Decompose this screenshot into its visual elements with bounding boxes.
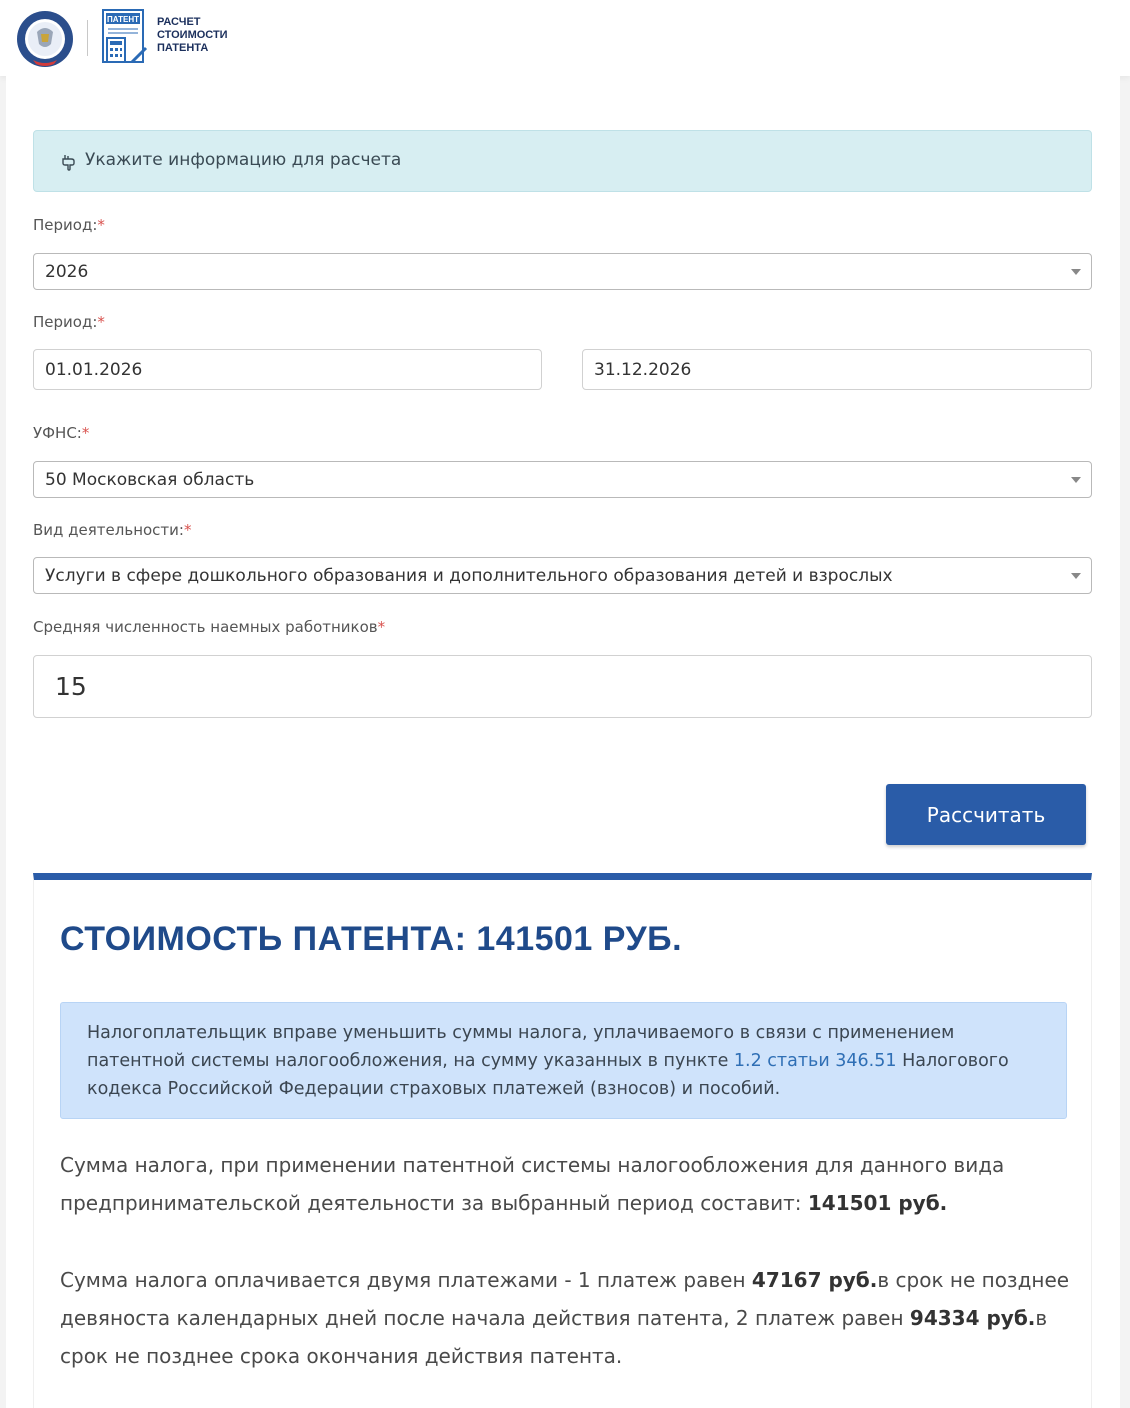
tax-code-link[interactable]: 1.2 статьи 346.51 (733, 1051, 897, 1071)
payment-2-value: 94334 руб. (909, 1306, 1036, 1330)
payment-schedule-paragraph: Сумма налога оплачивается двумя платежами - 1 платеж равен 47167 руб.в срок не позднее девяноста календарных дней после начала действия патента, 2 платеж равен 94334 руб.в срок не позднее срока окончания действия патента. (60, 1268, 1070, 1368)
svg-text:ПАТЕНТ: ПАТЕНТ (106, 15, 140, 24)
date-to-input[interactable]: 31.12.2026 (582, 349, 1092, 390)
chevron-down-icon (1071, 477, 1081, 483)
site-header (0, 0, 1130, 76)
tax-sum-paragraph: Сумма налога, при применении патентной системы налогообложения для данного вида предпринимательской деятельности за выбранный период составит: 141501 руб. (60, 1153, 1005, 1215)
instruction-banner (33, 130, 1092, 192)
chevron-down-icon (1071, 573, 1081, 579)
header-divider (87, 20, 88, 56)
period-year-label: Период:* (33, 216, 105, 234)
patent-cost-title: СТОИМОСТЬ ПАТЕНТА: 141501 РУБ. (60, 920, 683, 958)
chevron-down-icon (1071, 269, 1081, 275)
workers-label: Средняя численность наемных работников* (33, 618, 386, 636)
calculate-button[interactable]: Рассчитать (886, 784, 1086, 845)
period-year-select[interactable]: 2026 (33, 253, 1092, 290)
ufns-select[interactable]: 50 Московская область (33, 461, 1092, 498)
activity-select[interactable]: Услуги в сфере дошкольного образования и дополнительного образования детей и взрослых (33, 557, 1092, 594)
result-card (33, 873, 1092, 1408)
instruction-text: Укажите информацию для расчета (85, 150, 402, 170)
tax-sum-value: 141501 руб. (807, 1191, 948, 1215)
hand-pointer-icon (60, 153, 78, 171)
payment-1-value: 47167 руб. (751, 1268, 878, 1292)
logo-title: РАСЧЕТ СТОИМОСТИ ПАТЕНТА (157, 16, 228, 54)
date-from-input[interactable]: 01.01.2026 (33, 349, 542, 390)
workers-count-input[interactable]: 15 (33, 655, 1092, 718)
tax-reduction-note: Налогоплательщик вправе уменьшить суммы налога, уплачиваемого в связи с применением патентной системы налогообложения, на сумму указанных в пункте 1.2 статьи 346.51 Налогового кодекса Российской Федерации страховых платежей (взносов) и пособий. (60, 1002, 1067, 1119)
ufns-label: УФНС:* (33, 424, 90, 442)
period-range-label: Период:* (33, 313, 105, 331)
activity-label: Вид деятельности:* (33, 521, 192, 539)
fns-emblem-icon[interactable] (16, 10, 74, 68)
patent-calculator-logo-icon[interactable] (102, 8, 148, 66)
